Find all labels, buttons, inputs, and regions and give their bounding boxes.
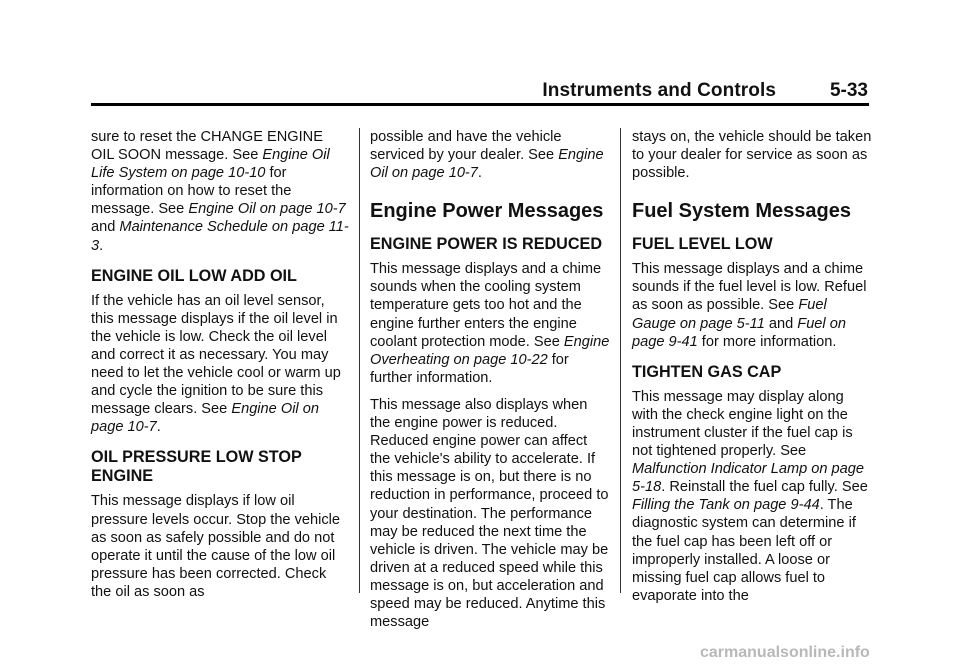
section-heading: Fuel System Messages: [632, 200, 851, 223]
paragraph: This message displays and a chime sounds if the fuel level is low. Refuel as soon as possible. See Fuel Gauge on page 5-11 and Fuel on page 9-41 for more information.: [632, 261, 867, 350]
paragraph: If the vehicle has an oil level sensor, this message displays if the oil level in the vehicle is low. Check the oil level and correct it as necessary. You may need to let the vehicle cool or warm up and cycle the ignition to be sure this message clears. See Engine Oil on page 10-7.: [91, 292, 341, 436]
column-2: [370, 128, 610, 640]
cross-reference-link[interactable]: Engine Oil on page 10-7: [370, 147, 604, 182]
subheading: TIGHTEN GAS CAP: [632, 362, 782, 381]
paragraph: This message displays if low oil pressure levels occur. Stop the vehicle as soon as safely possible and do not operate it until the cause of the low oil pressure has been corrected. Check the oil as soon as: [91, 493, 341, 600]
header-rule: [91, 103, 869, 106]
paragraph: This message displays and a chime sounds when the cooling system temperature gets too hot and the engine further enters the engine coolant protection mode. See Engine Overheating on page 10-22 for further information.: [370, 261, 610, 386]
paragraph: This message may display along with the check engine light on the instrument cluster if the fuel cap is not tightened properly. See Malfunction Indicator Lamp on page 5-18. Reinstall the fuel cap fully. See Filling the Tank on page 9-44. The diagnostic system can determine if the fuel cap has been left off or improperly installed. A loose or missing fuel cap allows fuel to evaporate into the: [632, 388, 868, 604]
subheading: ENGINE OIL LOW ADD OIL: [91, 266, 297, 285]
page-section-title: Instruments and Controls: [542, 80, 776, 101]
cross-reference-link[interactable]: Engine Oil Life System on page 10-10: [91, 147, 330, 182]
section-heading: Engine Power Messages: [370, 200, 604, 223]
subheading: ENGINE POWER IS REDUCED: [370, 235, 603, 254]
paragraph: sure to reset the CHANGE ENGINE OIL SOON message. See Engine Oil Life System on page 10-10 for information on how to reset the message. See Engine Oil on page 10-7 and Maintenance Schedule on page 11-3.: [91, 129, 349, 254]
watermark: carmanualsonline.info: [700, 644, 870, 661]
paragraph: stays on, the vehicle should be taken to your dealer for service as soon as possible.: [632, 129, 872, 182]
cross-reference-link[interactable]: Fuel Gauge on page 5-11: [632, 297, 827, 332]
page-number: 5-33: [829, 80, 868, 101]
column-divider: [620, 128, 621, 593]
cross-reference-link[interactable]: Malfunction Indicator Lamp on page 5-18: [632, 461, 865, 496]
cross-reference-link[interactable]: Engine Oil on page 10-7: [91, 401, 319, 436]
column-divider: [359, 128, 360, 593]
paragraph: This message also displays when the engine power is reduced. Reduced engine power can affect the vehicle's ability to accelerate. If this message is on, but there is no reduction in performance, proceed to your destination. The performance may be reduced the next time the vehicle is driven. The vehicle may be driven at a reduced speed while this message is on, but acceleration and speed may be reduced. Anytime this message: [370, 396, 609, 631]
page-header: [520, 80, 868, 102]
cross-reference-link[interactable]: Fuel on page 9-41: [632, 315, 846, 350]
cross-reference-link[interactable]: Engine Overheating on page 10-22: [370, 333, 610, 368]
column-3: [632, 128, 872, 614]
column-1: [91, 128, 349, 610]
cross-reference-link[interactable]: Filling the Tank on page 9-44: [632, 497, 820, 514]
cross-reference-link[interactable]: Maintenance Schedule on page 11-3: [91, 219, 349, 254]
cross-reference-link[interactable]: Engine Oil on page 10-7: [188, 201, 346, 218]
paragraph: possible and have the vehicle serviced by your dealer. See Engine Oil on page 10-7.: [370, 129, 604, 182]
subheading: OIL PRESSURE LOW STOP ENGINE: [91, 448, 302, 486]
subheading: FUEL LEVEL LOW: [632, 235, 773, 254]
